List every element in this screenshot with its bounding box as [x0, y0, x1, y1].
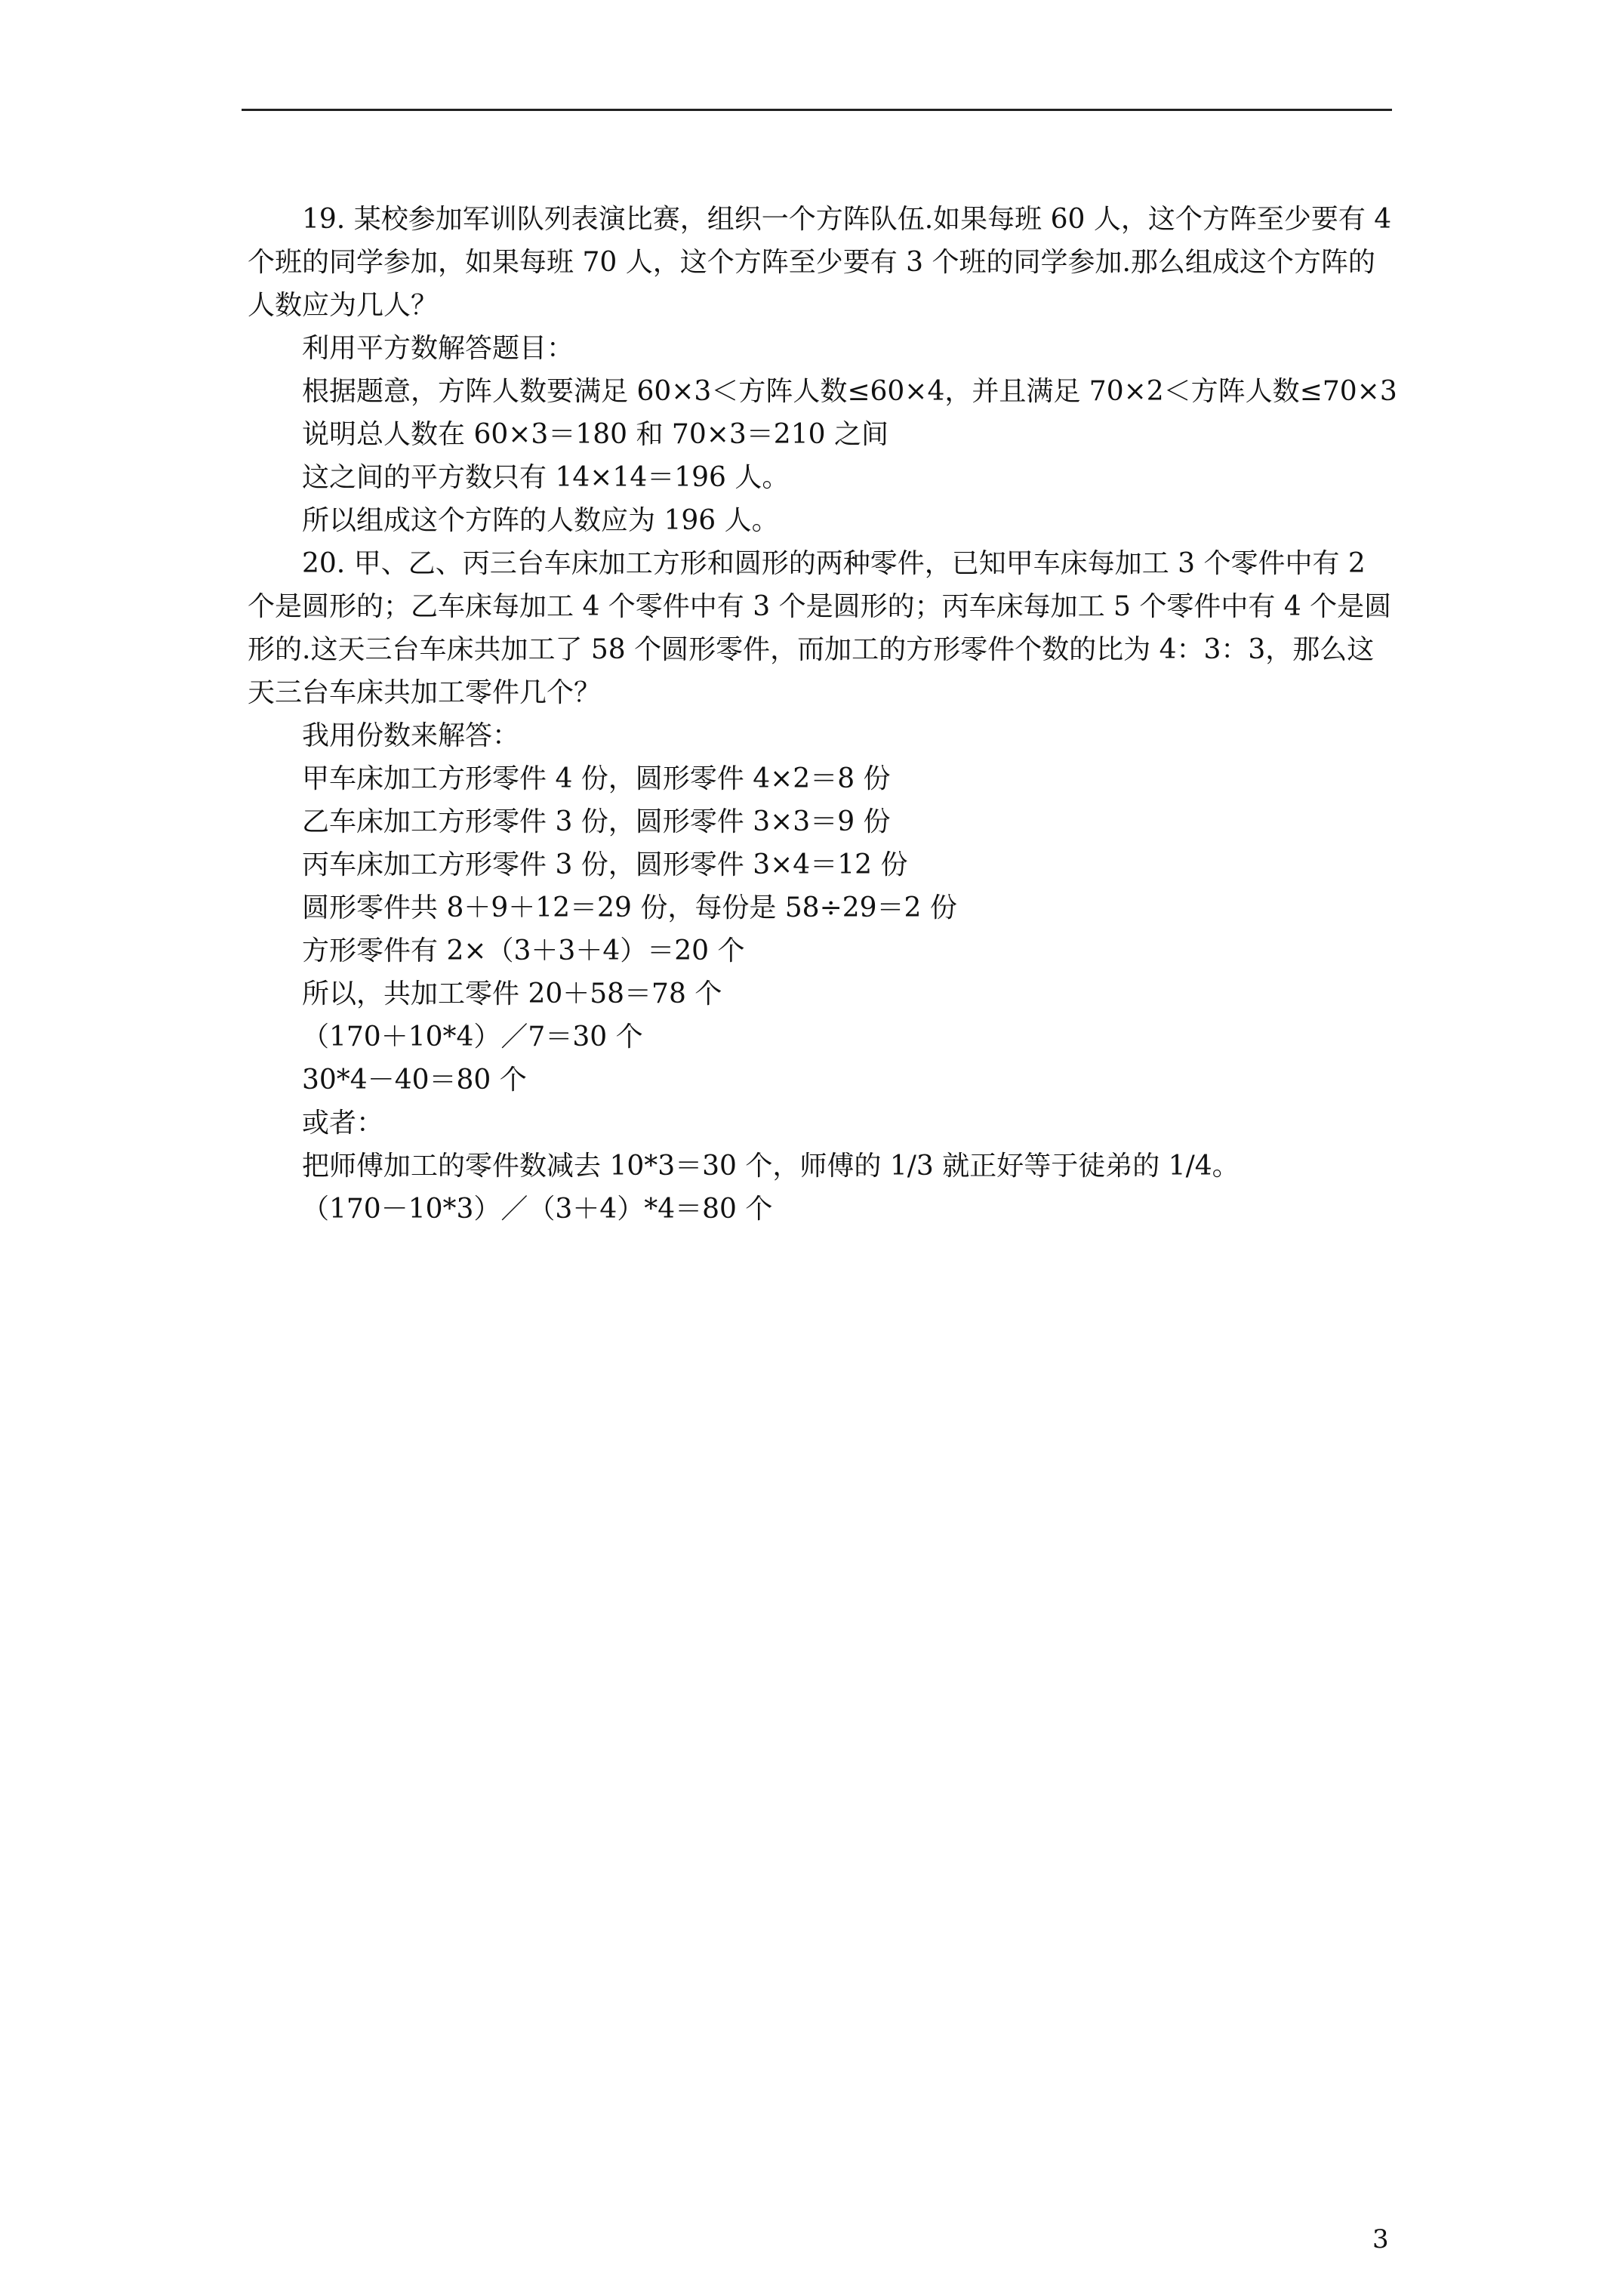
problem-20-line: 把师傅加工的零件数减去 10*3＝30 个，师傅的 1/3 就正好等于徒弟的 1/4。 [302, 1151, 1240, 1182]
problem-20-line: 甲车床加工方形零件 4 份，圆形零件 4×2＝8 份 [302, 763, 891, 794]
problem-20-line: 所以，共加工零件 20＋58＝78 个 [302, 978, 722, 1009]
problem-20-line: 丙车床加工方形零件 3 份，圆形零件 3×4＝12 份 [302, 849, 908, 880]
problem-20-line: 或者： [302, 1108, 384, 1139]
page-number: 3 [1372, 2224, 1389, 2254]
problem-20-line: 30*4－40＝80 个 [302, 1065, 527, 1096]
problem-20-line: （170＋10*4）／7＝30 个 [302, 1022, 643, 1052]
problem-19-line: 所以组成这个方阵的人数应为 196 人。 [302, 505, 779, 536]
problem-20-line: 我用份数来解答： [302, 720, 520, 751]
problem-19-question: 19. 某校参加军训队列表演比赛，组织一个方阵队伍.如果每班 60 人，这个方阵至少要有 4 个班的同学参加，如果每班 70 人，这个方阵至少要有 3 个班的同学参加.那么组成这个方阵的人数应为几人？ [248, 204, 1400, 321]
problem-20-question: 20. 甲、乙、丙三台车床加工方形和圆形的两种零件，已知甲车床每加工 3 个零件中有 2 个是圆形的；乙车床每加工 4 个零件中有 3 个是圆形的；丙车床每加工 5 个零件中有 4 个是圆形的.这天三台车床共加工了 58 个圆形零件，而加工的方形零件个数的比为 4：3：3，那么这天三台车床共加工零件几个？ [248, 548, 1392, 708]
problem-19-line: 说明总人数在 60×3＝180 和 70×3＝210 之间 [302, 419, 888, 450]
problem-19-line: 这之间的平方数只有 14×14＝196 人。 [302, 462, 790, 493]
problem-20-line: 乙车床加工方形零件 3 份，圆形零件 3×3＝9 份 [302, 806, 891, 837]
problem-19-line: 根据题意，方阵人数要满足 60×3＜方阵人数≤60×4，并且满足 70×2＜方阵人数≤70×3 [302, 376, 1397, 407]
problem-20-line: （170－10*3）／（3＋4）*4＝80 个 [302, 1194, 773, 1225]
problem-20-line: 圆形零件共 8＋9＋12＝29 份，每份是 58÷29＝2 份 [302, 892, 957, 923]
header-rule [242, 109, 1392, 111]
document-body [248, 198, 1399, 1231]
problem-20-line: 方形零件有 2×（3＋3＋4）＝20 个 [302, 935, 745, 966]
problem-19-line: 利用平方数解答题目： [302, 333, 574, 364]
